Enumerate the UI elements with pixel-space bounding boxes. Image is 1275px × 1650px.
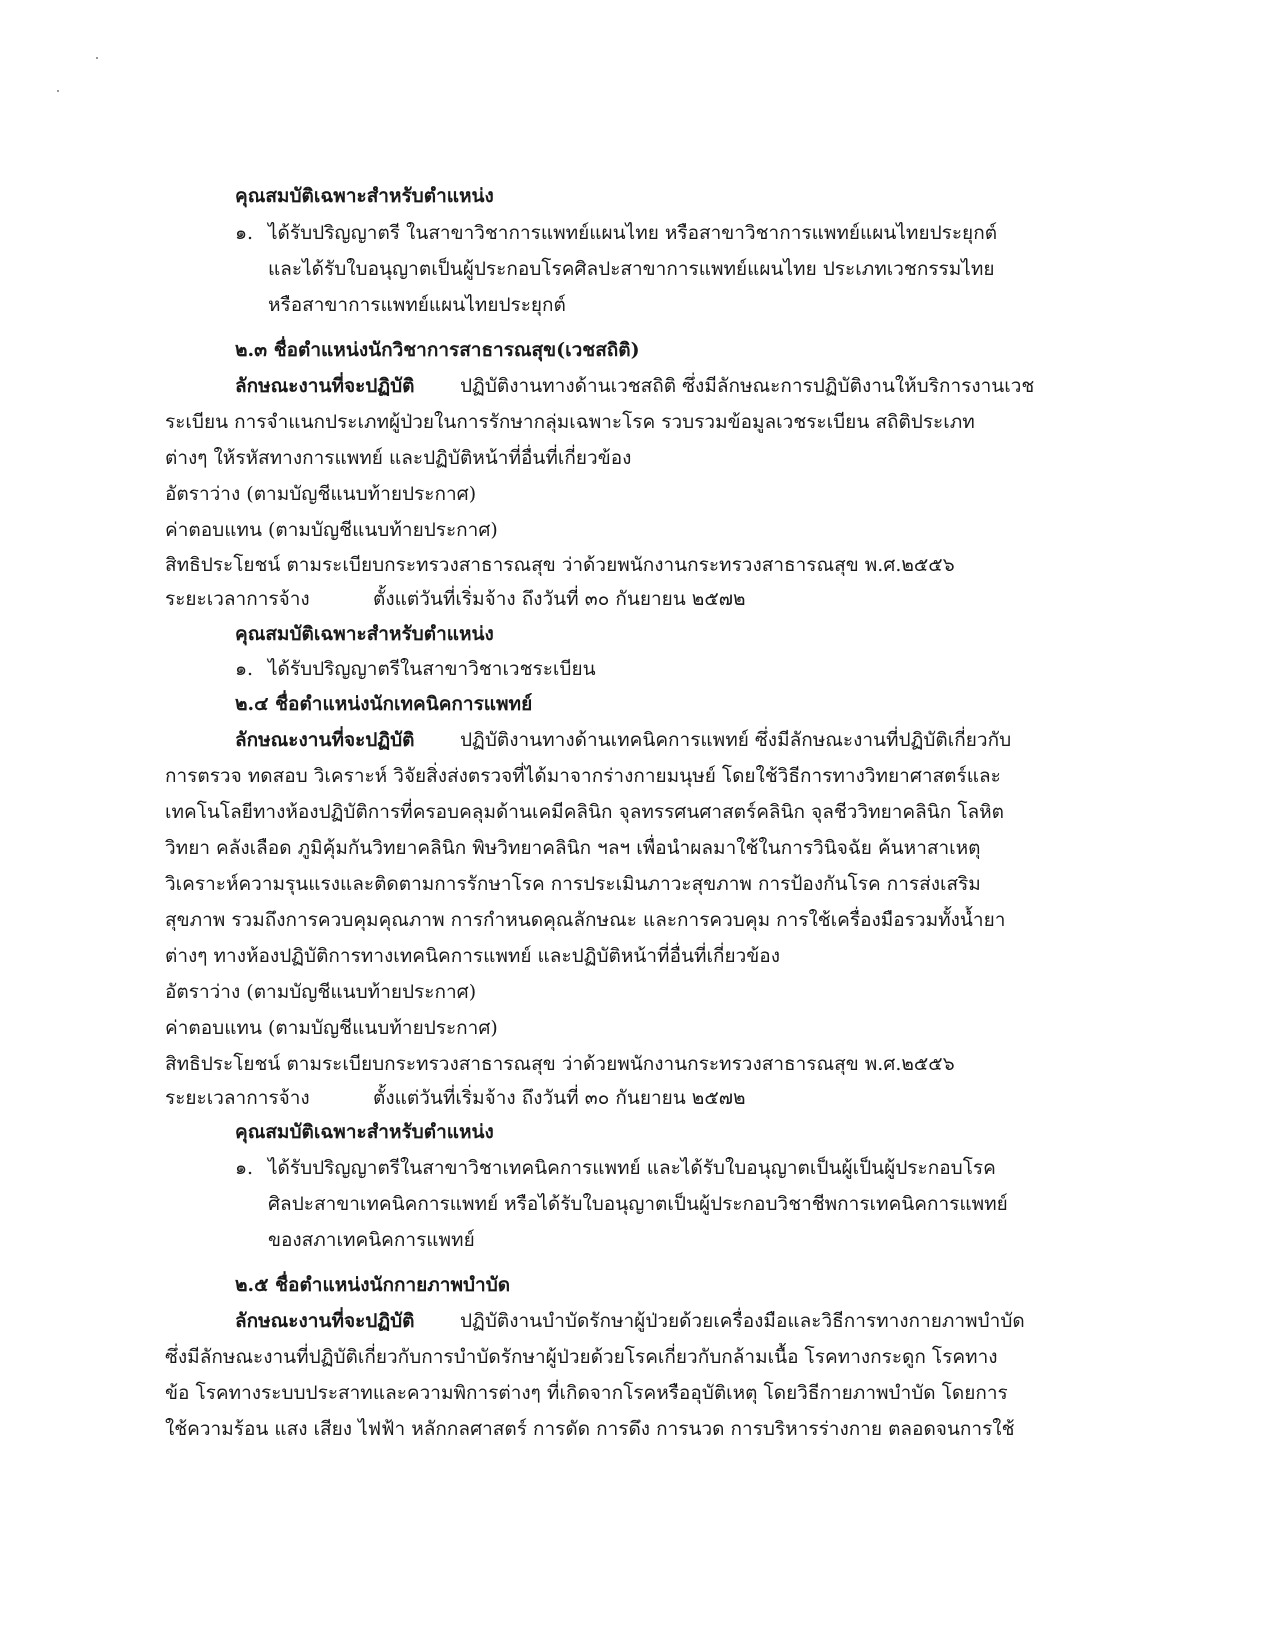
qualification-item: และได้รับใบอนุญาตเป็นผู้ประกอบโรคศิลปะสาขาการแพทย์แผนไทย ประเภทเวชกรรมไทย bbox=[268, 258, 995, 280]
qualification-heading: คุณสมบัติเฉพาะสำหรับตำแหน่ง bbox=[235, 185, 494, 207]
period-value: ตั้งแต่วันที่เริ่มจ้าง ถึงวันที่ ๓๐ กันยายน ๒๕๗๒ bbox=[373, 588, 746, 610]
rate-line: อัตราว่าง (ตามบัญชีแนบท้ายประกาศ) bbox=[165, 981, 477, 1003]
scan-speck bbox=[96, 57, 98, 59]
list-number: ๑. bbox=[235, 222, 254, 244]
duty-text: ปฏิบัติงานทางด้านเวชสถิติ ซึ่งมีลักษณะการปฏิบัติงานให้บริการงานเวช bbox=[460, 375, 1035, 397]
qualification-item: ได้รับปริญญาตรี ในสาขาวิชาการแพทย์แผนไทย หรือสาขาวิชาการแพทย์แผนไทยประยุกต์ bbox=[268, 222, 998, 244]
duty-text: ต่างๆ ให้รหัสทางการแพทย์ และปฏิบัติหน้าที่อื่นที่เกี่ยวข้อง bbox=[165, 447, 632, 469]
qualification-item: หรือสาขาการแพทย์แผนไทยประยุกต์ bbox=[268, 294, 566, 316]
duty-text: ระเบียน การจำแนกประเภทผู้ป่วยในการรักษากลุ่มเฉพาะโรค รวบรวมข้อมูลเวชระเบียน สถิติประเภท bbox=[165, 411, 975, 433]
duty-text: วิทยา คลังเลือด ภูมิคุ้มกันวิทยาคลินิก พิษวิทยาคลินิก ฯลฯ เพื่อนำผลมาใช้ในการวินิจฉัย ค้นหาสาเหตุ bbox=[165, 837, 981, 859]
duty-text: การตรวจ ทดสอบ วิเคราะห์ วิจัยสิ่งส่งตรวจที่ได้มาจากร่างกายมนุษย์ โดยใช้วิธีการทางวิทยาศาสตร์และ bbox=[165, 765, 1001, 787]
scan-speck bbox=[57, 90, 59, 92]
duty-text: ต่างๆ ทางห้องปฏิบัติการทางเทคนิคการแพทย์ และปฏิบัติหน้าที่อื่นที่เกี่ยวข้อง bbox=[165, 945, 780, 967]
rate-line: อัตราว่าง (ตามบัญชีแนบท้ายประกาศ) bbox=[165, 483, 477, 505]
benefits-line: สิทธิประโยชน์ ตามระเบียบกระทรวงสาธารณสุข ว่าด้วยพนักงานกระทรวงสาธารณสุข พ.ศ.๒๕๕๖ bbox=[165, 554, 955, 576]
qualification-item: ได้รับปริญญาตรีในสาขาวิชาเทคนิคการแพทย์ และได้รับใบอนุญาตเป็นผู้เป็นผู้ประกอบโรค bbox=[268, 1157, 996, 1179]
duty-text: ข้อ โรคทางระบบประสาทและความพิการต่างๆ ที่เกิดจากโรคหรืออุบัติเหตุ โดยวิธีกายภาพบำบัด โดยการ bbox=[165, 1382, 1008, 1404]
qualification-heading: คุณสมบัติเฉพาะสำหรับตำแหน่ง bbox=[235, 1121, 494, 1143]
pay-line: ค่าตอบแทน (ตามบัญชีแนบท้ายประกาศ) bbox=[165, 1017, 498, 1039]
duty-text: วิเคราะห์ความรุนแรงและติดตามการรักษาโรค การประเมินภาวะสุขภาพ การป้องกันโรค การส่งเสริม bbox=[165, 873, 981, 895]
benefits-line: สิทธิประโยชน์ ตามระเบียบกระทรวงสาธารณสุข ว่าด้วยพนักงานกระทรวงสาธารณสุข พ.ศ.๒๕๕๖ bbox=[165, 1053, 955, 1075]
period-value: ตั้งแต่วันที่เริ่มจ้าง ถึงวันที่ ๓๐ กันยายน ๒๕๗๒ bbox=[373, 1087, 746, 1109]
duty-text: ปฏิบัติงานทางด้านเทคนิคการแพทย์ ซึ่งมีลักษณะงานที่ปฏิบัติเกี่ยวกับ bbox=[460, 729, 1012, 751]
duty-text: ใช้ความร้อน แสง เสียง ไฟฟ้า หลักกลศาสตร์ การดัด การดึง การนวด การบริหารร่างกาย ตลอดจนการใช้ bbox=[165, 1418, 1015, 1440]
qualification-item: ของสภาเทคนิคการแพทย์ bbox=[268, 1229, 475, 1251]
period-label: ระยะเวลาการจ้าง bbox=[165, 588, 310, 610]
section-heading: ๒.๓ ชื่อตำแหน่งนักวิชาการสาธารณสุข(เวชสถิติ) bbox=[235, 339, 640, 361]
section-heading: ๒.๕ ชื่อตำแหน่งนักกายภาพบำบัด bbox=[235, 1274, 511, 1296]
qualification-item: ศิลปะสาขาเทคนิคการแพทย์ หรือได้รับใบอนุญาตเป็นผู้ประกอบวิชาชีพการเทคนิคการแพทย์ bbox=[268, 1193, 1008, 1215]
duty-label: ลักษณะงานที่จะปฏิบัติ bbox=[235, 375, 415, 397]
duty-text: ซึ่งมีลักษณะงานที่ปฏิบัติเกี่ยวกับการบำบัดรักษาผู้ป่วยด้วยโรคเกี่ยวกับกล้ามเนื้อ โรคทางกระดูก โรคทาง bbox=[165, 1346, 998, 1368]
list-number: ๑. bbox=[235, 658, 254, 680]
pay-line: ค่าตอบแทน (ตามบัญชีแนบท้ายประกาศ) bbox=[165, 519, 498, 541]
list-number: ๑. bbox=[235, 1157, 254, 1179]
period-label: ระยะเวลาการจ้าง bbox=[165, 1087, 310, 1109]
section-heading: ๒.๔ ชื่อตำแหน่งนักเทคนิคการแพทย์ bbox=[235, 693, 533, 715]
duty-text: ปฏิบัติงานบำบัดรักษาผู้ป่วยด้วยเครื่องมือและวิธีการทางกายภาพบำบัด bbox=[460, 1310, 1025, 1332]
duty-text: สุขภาพ รวมถึงการควบคุมคุณภาพ การกำหนดคุณลักษณะ และการควบคุม การใช้เครื่องมือรวมทั้งน้ำยา bbox=[165, 909, 1006, 931]
duty-label: ลักษณะงานที่จะปฏิบัติ bbox=[235, 729, 415, 751]
duty-text: เทคโนโลยีทางห้องปฏิบัติการที่ครอบคลุมด้านเคมีคลินิก จุลทรรศนศาสตร์คลินิก จุลชีววิทยาคลินิก โลหิต bbox=[165, 801, 1005, 823]
qualification-item: ได้รับปริญญาตรีในสาขาวิชาเวชระเบียน bbox=[268, 658, 596, 680]
qualification-heading: คุณสมบัติเฉพาะสำหรับตำแหน่ง bbox=[235, 623, 494, 645]
duty-label: ลักษณะงานที่จะปฏิบัติ bbox=[235, 1310, 415, 1332]
